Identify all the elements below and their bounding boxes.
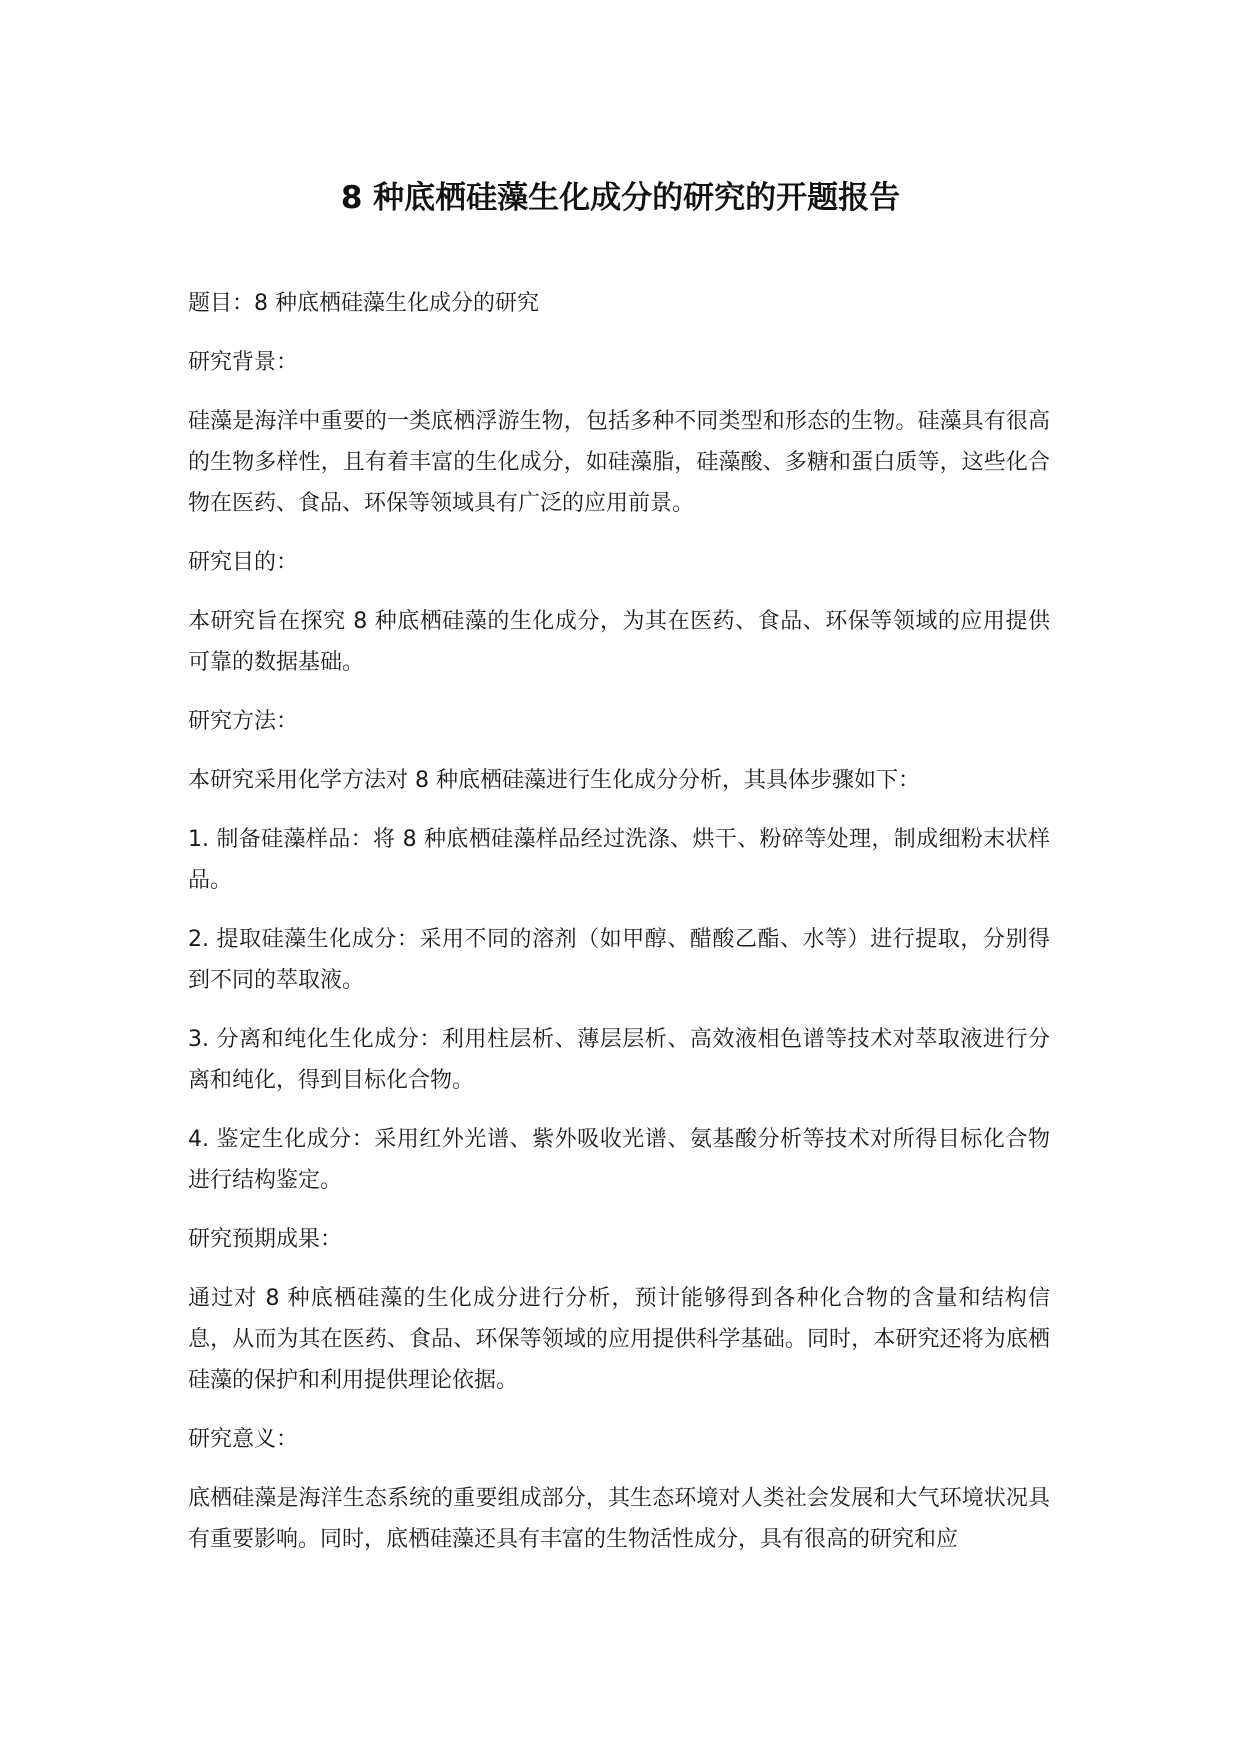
method-intro-paragraph: 本研究采用化学方法对 8 种底栖硅藻进行生化成分分析，其具体步骤如下：: [188, 768, 920, 793]
expected-results-paragraph: 通过对 8 种底栖硅藻的生化成分进行分析，预计能够得到各种化合物的含量和结构信息，从而为其在医药、食品、环保等领域的应用提供科学基础。同时，本研究还将为底栖硅藻的保护和利用提供理论依据。: [188, 1286, 1050, 1393]
section-heading-method: 研究方法：: [188, 709, 299, 734]
topic-line: 题目：8 种底栖硅藻生化成分的研究: [188, 291, 539, 316]
document-body: [188, 283, 1050, 1578]
section-heading-purpose: 研究目的：: [188, 550, 299, 575]
method-step-1: 1. 制备硅藻样品：将 8 种底栖硅藻样品经过洗涤、烘干、粉碎等处理，制成细粉末状样品。: [188, 827, 1050, 893]
method-step-4: 4. 鉴定生化成分：采用红外光谱、紫外吸收光谱、氨基酸分析等技术对所得目标化合物进行结构鉴定。: [188, 1127, 1050, 1193]
method-step-2: 2. 提取硅藻生化成分：采用不同的溶剂（如甲醇、醋酸乙酯、水等）进行提取，分别得到不同的萃取液。: [188, 927, 1050, 993]
section-heading-significance: 研究意义：: [188, 1427, 299, 1452]
purpose-paragraph: 本研究旨在探究 8 种底栖硅藻的生化成分，为其在医药、食品、环保等领域的应用提供可靠的数据基础。: [188, 609, 1050, 675]
section-heading-background: 研究背景：: [188, 350, 299, 375]
section-heading-expected-results: 研究预期成果：: [188, 1227, 343, 1252]
significance-paragraph: 底栖硅藻是海洋生态系统的重要组成部分，其生态环境对人类社会发展和大气环境状况具有重要影响。同时，底栖硅藻还具有丰富的生物活性成分，具有很高的研究和应: [188, 1486, 1050, 1552]
method-step-3: 3. 分离和纯化生化成分：利用柱层析、薄层层析、高效液相色谱等技术对萃取液进行分离和纯化，得到目标化合物。: [188, 1027, 1050, 1093]
background-paragraph: 硅藻是海洋中重要的一类底栖浮游生物，包括多种不同类型和形态的生物。硅藻具有很高的生物多样性，且有着丰富的生化成分，如硅藻脂，硅藻酸、多糖和蛋白质等，这些化合物在医药、食品、环保等领域具有广泛的应用前景。: [188, 409, 1050, 516]
document-title: 8 种底栖硅藻生化成分的研究的开题报告: [340, 180, 901, 216]
